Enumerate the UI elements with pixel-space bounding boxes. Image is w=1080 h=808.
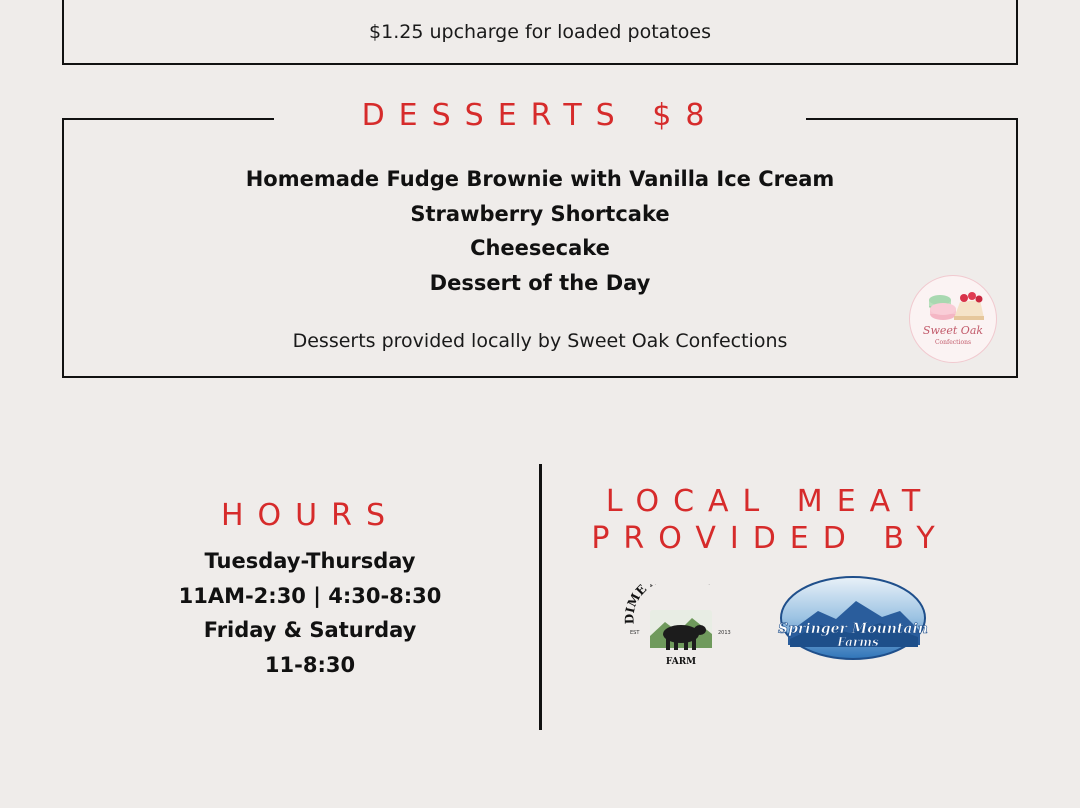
dessert-item: Dessert of the Day [429, 270, 651, 295]
desserts-section-box [62, 118, 1018, 378]
loaded-potato-note: $1.25 upcharge for loaded potatoes [369, 21, 711, 43]
local-meat-title-line2: PROVIDED BY [591, 521, 949, 556]
sweet-oak-logo [909, 275, 997, 363]
dime-logo-bottom-text: FARM [665, 657, 697, 667]
dessert-item: Cheesecake [470, 236, 610, 260]
desserts-menu-list [64, 162, 1016, 300]
desserts-provider-note: Desserts provided locally by Sweet Oak Confections [292, 330, 788, 352]
sides-section-box [62, 0, 1018, 65]
dime-logo-year: 2013 [718, 630, 731, 636]
dime-logo-top-text: DIME [622, 584, 650, 625]
hours-list [110, 544, 510, 682]
hours-line: Tuesday-Thursday [204, 549, 416, 573]
local-meat-title-line1: LOCAL MEAT [605, 484, 935, 519]
sweet-oak-logo-name: Sweet Oak [922, 324, 984, 337]
hours-title: HOURS [220, 498, 400, 533]
springer-logo-line2: Farms [837, 635, 879, 649]
springer-logo-line1: Springer Mountain [778, 621, 928, 637]
sweet-oak-logo-sub: Confections [934, 339, 972, 346]
vertical-divider [539, 464, 542, 730]
hours-line: Friday & Saturday [203, 618, 417, 642]
hours-line: 11AM-2:30 | 4:30-8:30 [178, 583, 442, 608]
dime-logo-est: EST [630, 630, 640, 636]
hours-line: 11-8:30 [264, 652, 356, 677]
dessert-item: Homemade Fudge Brownie with Vanilla Ice Cream [245, 167, 835, 191]
dessert-item: Strawberry Shortcake [410, 201, 670, 226]
local-meat-title [560, 483, 980, 557]
dime-a-dozen-farm-logo [620, 584, 742, 674]
desserts-title: DESSERTS $8 [361, 98, 719, 133]
springer-mountain-farms-logo [770, 575, 936, 661]
